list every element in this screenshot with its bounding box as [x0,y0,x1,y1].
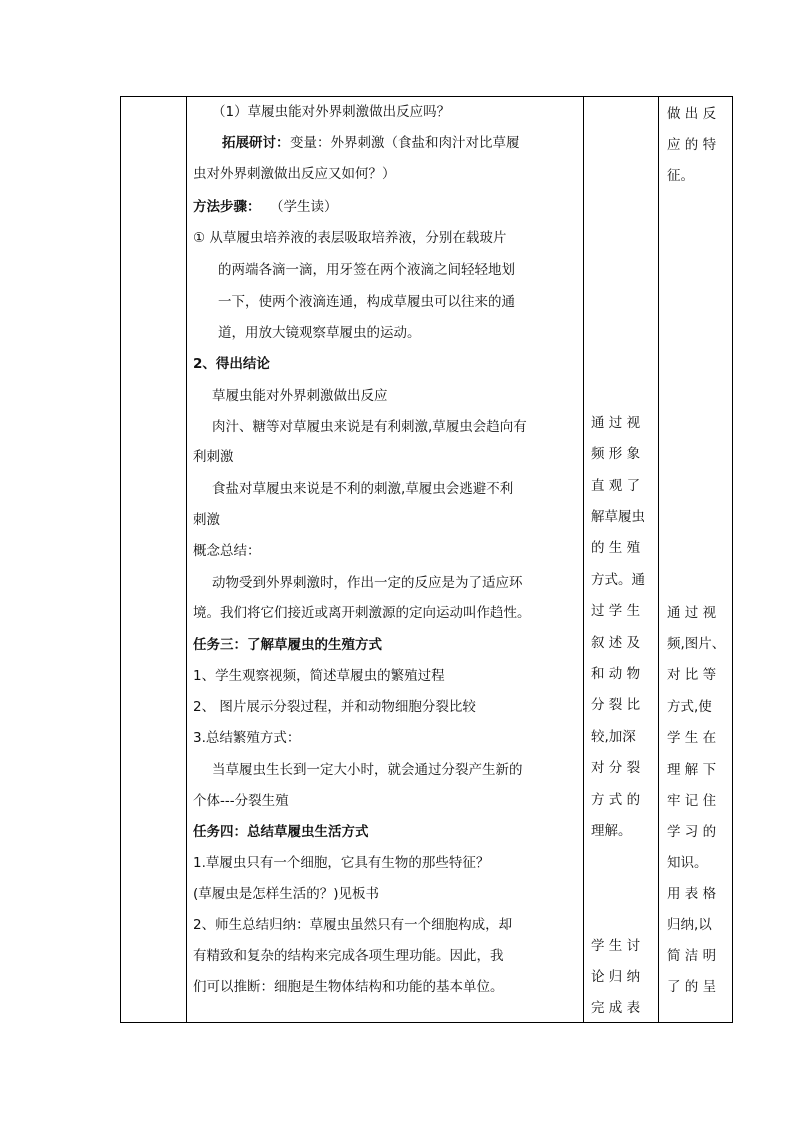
intent-line: 学 生 讨 [591,938,641,954]
text-line: (草履虫是怎样生活的？)见板书 [193,886,380,902]
note-line: 频,图片、 [667,636,726,652]
column-divider [658,97,659,1022]
note-line: 简 洁 明 [667,948,717,964]
text-line: 肉汁、糖等对草履虫来说是有利刺激,草履虫会趋向有 [212,419,527,435]
text-line: 一下，使两个液滴连通，构成草履虫可以往来的通 [218,294,515,310]
note-line: 理 解 下 [667,762,717,778]
text-line: 2、 图片展示分裂过程，并和动物细胞分裂比较 [193,699,476,715]
text-line: 个体---分裂生殖 [193,793,289,809]
intent-line: 较,加深 [591,729,636,745]
column-divider [583,97,584,1022]
note-line: 对 比 等 [667,667,717,683]
intent-line: 和 动 物 [591,666,641,682]
intent-line: 方式。通 [591,572,645,588]
text-line: 3.总结繁殖方式： [193,730,301,746]
intent-line: 叙 述 及 [591,635,641,651]
text-line: 们可以推断：细胞是生物体结构和功能的基本单位。 [193,979,504,995]
intent-line: 分 裂 比 [591,697,641,713]
note-line: 学 生 在 [667,730,717,746]
note-line: 征。 [667,168,694,184]
intent-line: 对 分 裂 [591,760,641,776]
task4-heading: 任务四：总结草履虫生活方式 [193,824,369,840]
note-line: 应 的 特 [667,137,717,153]
text-line: 当草履虫生长到一定大小时，就会通过分裂产生新的 [212,762,523,778]
intent-line: 的 生 殖 [591,540,641,556]
text-line: 道，用放大镜观察草履虫的运动。 [218,325,421,341]
note-line: 归纳,以 [667,917,712,933]
text-line: 虫对外界刺激做出反应又如何？） [193,166,396,182]
question-line: （1）草履虫能对外界刺激做出反应吗？ [212,104,451,120]
section-heading: 2、得出结论 [193,356,270,372]
intent-line: 完 成 表 [591,1000,641,1016]
note-line: 用 表 格 [667,886,717,902]
note-line: 知识。 [667,855,708,871]
text-line: 境。我们将它们接近或离开刺激源的定向运动叫作趋性。 [193,605,531,621]
text-line: 刺激 [193,512,220,528]
note-line: 学 习 的 [667,824,717,840]
note-line: 做 出 反 [667,106,717,122]
text-line: 2、师生总结归纳：草履虫虽然只有一个细胞构成，却 [193,917,513,933]
text-line: 有精致和复杂的结构来完成各项生理功能。因此，我 [193,948,504,964]
text-line: 的两端各滴一滴，用牙签在两个液滴之间轻轻地划 [218,262,515,278]
intent-line: 过 学 生 [591,603,641,619]
text-line: 利刺激 [193,449,234,465]
intent-line: 直 观 了 [591,478,641,494]
intent-line: 方 式 的 [591,792,641,808]
column-divider [186,97,187,1022]
text-line: 食盐对草履虫来说是不利的刺激,草履虫会逃避不利 [212,481,514,497]
task3-heading: 任务三：了解草履虫的生殖方式 [193,637,382,653]
intent-line: 通 过 视 [591,415,641,431]
intent-line: 理解。 [591,823,632,839]
text-line: 变量：外界刺激（食盐和肉汁对比草履 [290,135,520,151]
text-line: 草履虫能对外界刺激做出反应 [212,388,388,404]
text-line: （学生读） [270,199,338,215]
intent-line: 论 归 纳 [591,969,641,985]
method-label: 方法步骤： [193,199,261,215]
text-line: 1.草履虫只有一个细胞，它具有生物的那些特征？ [193,855,490,871]
intent-line: 频 形 象 [591,446,641,462]
note-line: 牢 记 住 [667,793,717,809]
note-line: 方式,使 [667,699,712,715]
text-line: 动物受到外界刺激时，作出一定的反应是为了适应环 [212,575,523,591]
note-line: 通 过 视 [667,605,717,621]
text-line: ① 从草履虫培养液的表层吸取培养液，分别在载玻片 [193,230,507,246]
extension-label: 拓展研讨： [222,135,290,151]
intent-line: 解草履虫 [591,509,645,525]
text-line: 概念总结： [193,543,261,559]
text-line: 1、学生观察视频，简述草履虫的繁殖过程 [193,668,445,684]
note-line: 了 的 呈 [667,979,717,995]
